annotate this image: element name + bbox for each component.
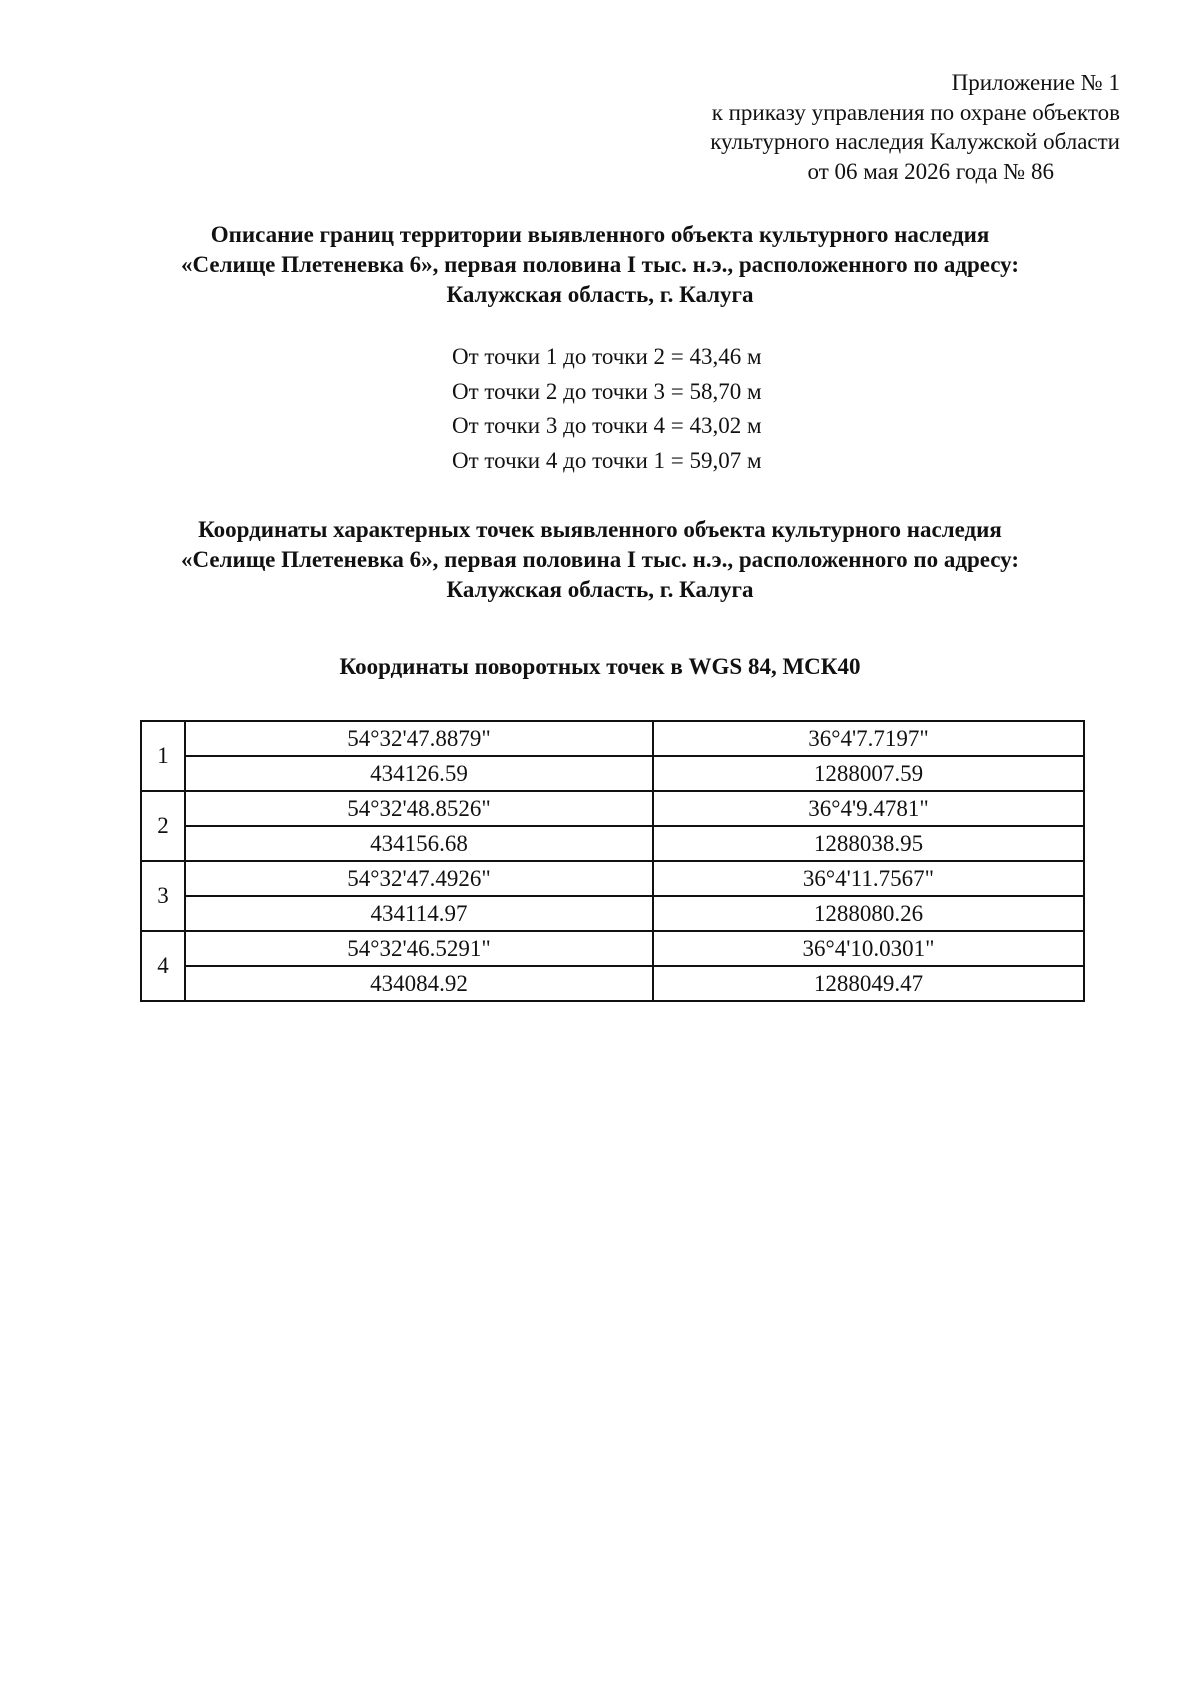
point-longitude: 36°4'9.4781" [653, 791, 1084, 826]
appendix-date-line: от 06 мая 2026 года № 86 [807, 158, 1054, 184]
point-number: 4 [141, 931, 185, 1001]
distance-item: От точки 2 до точки 3 = 58,70 м [452, 378, 762, 404]
appendix-number: Приложение № 1 [951, 70, 1120, 95]
coords-heading-line: Калужская область, г. Калуга [446, 577, 754, 602]
coordinates-table [140, 720, 1085, 1002]
point-msk-x: 434084.92 [185, 966, 653, 1001]
point-longitude: 36°4'10.0301" [653, 931, 1084, 966]
coords-heading-line: «Селище Плетеневка 6», первая половина I тыс. н.э., расположенного по адресу: [180, 547, 1020, 572]
table-title [0, 652, 1200, 682]
point-msk-x: 434114.97 [185, 896, 653, 931]
appendix-order-line: к приказу управления по охране объектов [711, 99, 1120, 125]
point-msk-y: 1288038.95 [653, 826, 1084, 861]
distance-item: От точки 1 до точки 2 = 43,46 м [452, 344, 762, 369]
distance-item: От точки 4 до точки 1 = 59,07 м [452, 447, 762, 473]
coords-heading-line: Координаты характерных точек выявленного объекта культурного наследия [198, 517, 1002, 542]
table-row [141, 966, 1084, 1001]
coords-heading [0, 515, 1200, 605]
point-msk-y: 1288049.47 [653, 966, 1084, 1001]
table-row [141, 721, 1084, 756]
point-msk-x: 434126.59 [185, 756, 653, 791]
point-number: 3 [141, 861, 185, 931]
table-title-text: Координаты поворотных точек в WGS 84, МСК40 [339, 654, 861, 679]
point-number: 1 [141, 721, 185, 791]
point-latitude: 54°32'47.8879" [185, 721, 653, 756]
point-latitude: 54°32'46.5291" [185, 931, 653, 966]
boundary-heading-line: Описание границ территории выявленного объекта культурного наследия [210, 222, 990, 247]
point-number: 2 [141, 791, 185, 861]
table-row [141, 861, 1084, 896]
point-msk-y: 1288080.26 [653, 896, 1084, 931]
point-latitude: 54°32'48.8526" [185, 791, 653, 826]
point-longitude: 36°4'7.7197" [653, 721, 1084, 756]
table-row [141, 826, 1084, 861]
point-latitude: 54°32'47.4926" [185, 861, 653, 896]
table-row [141, 791, 1084, 826]
boundary-heading [0, 220, 1200, 310]
boundary-heading-line: «Селище Плетеневка 6», первая половина I тыс. н.э., расположенного по адресу: [180, 252, 1020, 277]
appendix-authority-line: культурного наследия Калужской области [710, 129, 1120, 154]
table-row [141, 931, 1084, 966]
point-msk-x: 434156.68 [185, 826, 653, 861]
boundary-heading-line: Калужская область, г. Калуга [446, 282, 754, 307]
distances-list [452, 340, 762, 478]
appendix-block [710, 68, 1120, 186]
point-longitude: 36°4'11.7567" [653, 861, 1084, 896]
distance-item: От точки 3 до точки 4 = 43,02 м [452, 413, 762, 438]
point-msk-y: 1288007.59 [653, 756, 1084, 791]
table-row [141, 756, 1084, 791]
table-row [141, 896, 1084, 931]
